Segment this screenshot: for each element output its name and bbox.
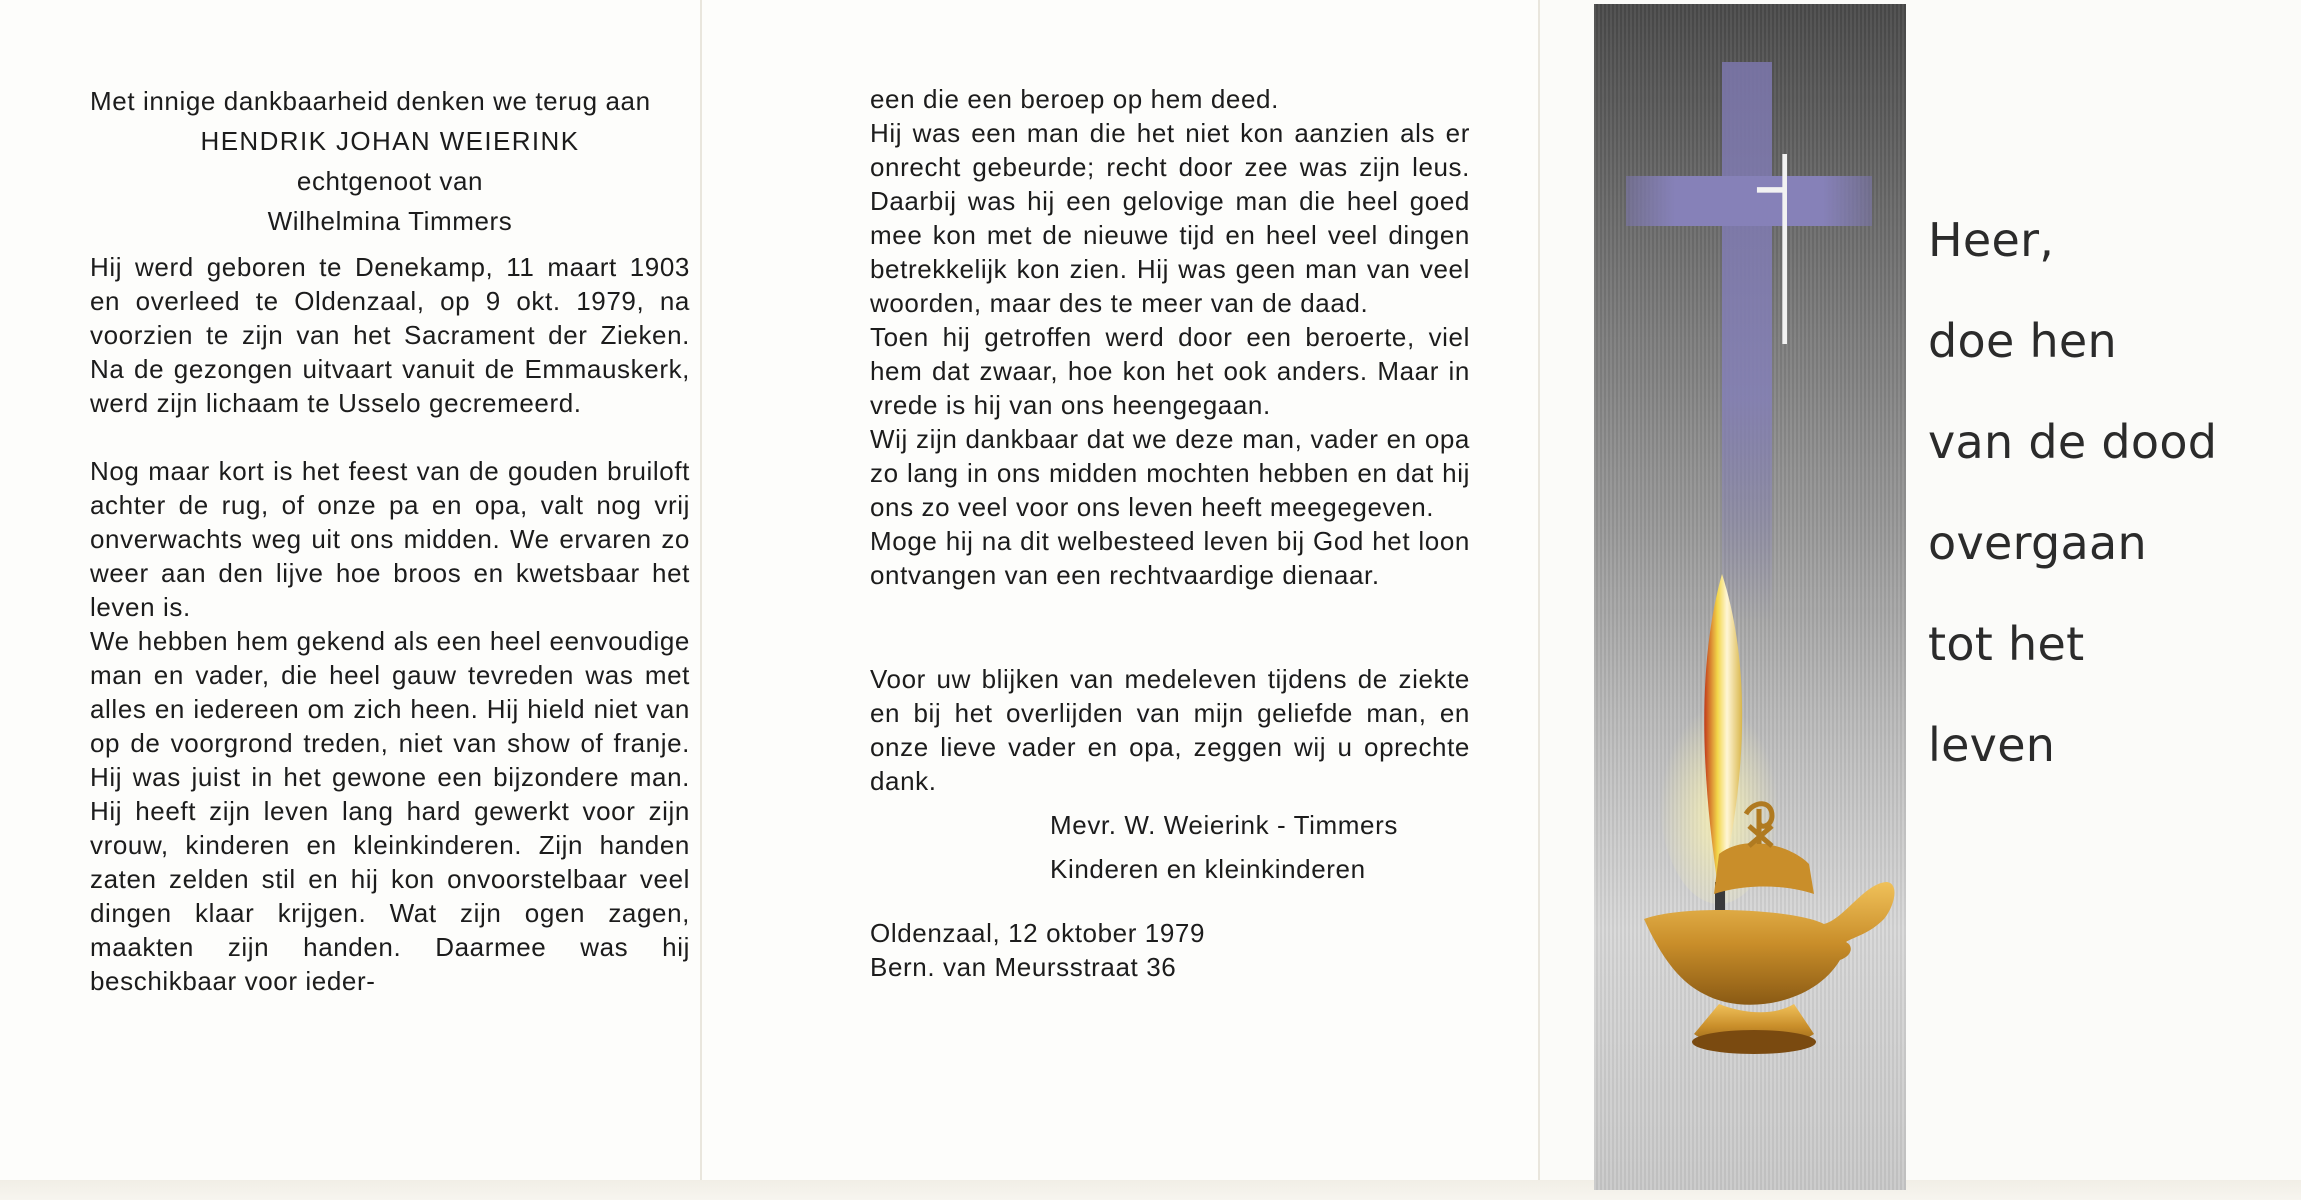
signature-family: Kinderen en kleinkinderen xyxy=(1050,854,1366,884)
memorial-paragraph-3: een die een beroep op hem deed. xyxy=(870,84,1279,114)
place-date: Oldenzaal, 12 oktober 1979 xyxy=(870,918,1206,948)
thanks-paragraph: Voor uw blijken van medeleven tijdens de ziekte en bij het overlijden van mijn geliefde man, en onze lieve vader en opa, zeggen wij u oprechte dank. xyxy=(870,664,1470,796)
statement-line-1: Heer, xyxy=(1928,213,2055,267)
memorial-paragraph-5: Toen hij getroffen werd door een beroerte, viel hem dat zwaar, hoe kon het ook anders. Maar in vrede is hij van ons heengegaan. xyxy=(870,322,1470,420)
memorial-paragraph-2: We hebben hem gekend als een heel eenvoudige man en vader, die heel gauw tevreden was met alles en iedereen om zich heen. Hij hield niet van op de voorgrond treden, niet van show of franje. Hij was juist in het gewone een bijzondere man. Hij heeft zijn leven lang hard gewerkt voor zijn vrouw, kinderen en kleinkinderen. Zijn handen zaten zelden stil en hij kon onvoorstelbaar veel dingen klaar krijgen. Wat zijn ogen zagen, maakten zijn handen. Daarmee was hij beschikbaar voor ieder- xyxy=(90,626,690,996)
statement-line-3: van de dood xyxy=(1928,415,2218,469)
fold-line-left xyxy=(700,0,702,1190)
relation-text: echtgenoot van xyxy=(296,166,484,196)
card-bottom-edge xyxy=(0,1180,2301,1200)
memorial-paragraph-4: Hij was een man die het niet kon aanzien als er onrecht gebeurde; recht door zee was zijn leus. Daarbij was hij een gelovige man die heel goed mee kon met de nieuwe tijd en heel veel dingen betrekkelijk kon zien. Hij was geen man van veel woorden, maar des te meer van de daad. xyxy=(870,118,1470,318)
statement-line-4: overgaan xyxy=(1928,516,2147,570)
crucifix-icon xyxy=(1707,154,1787,344)
fold-line-right xyxy=(1538,0,1540,1190)
scripture-statement xyxy=(1928,190,2288,796)
left-column-text xyxy=(90,84,690,998)
spouse-name: Wilhelmina Timmers xyxy=(267,206,513,236)
memorial-paragraph-7: Moge hij na dit welbesteed leven bij God het loon ontvangen van een rechtvaardige dienaar. xyxy=(870,526,1470,590)
statement-line-2: doe hen xyxy=(1928,314,2117,368)
address: Bern. van Meursstraat 36 xyxy=(870,952,1177,982)
bio-paragraph: Hij werd geboren te Denekamp, 11 maart 1903 en overleed te Oldenzaal, op 9 okt. 1979, na voorzien te zijn van het Sacrament der Zieken. Na de gezongen uitvaart vanuit de Emmauskerk, werd zijn lichaam te Usselo gecremeerd. xyxy=(90,252,690,418)
oil-lamp-icon xyxy=(1594,564,1906,1190)
statement-line-6: leven xyxy=(1928,718,2056,772)
memorial-paragraph-6: Wij zijn dankbaar dat we deze man, vader en opa zo lang in ons midden mochten hebben en dat hij ons zo veel voor ons leven heeft meegegeven. xyxy=(870,424,1470,522)
intro-text: Met innige dankbaarheid denken we terug aan xyxy=(90,86,651,116)
cross-and-oil-lamp-illustration xyxy=(1594,4,1906,1190)
memorial-paragraph-1: Nog maar kort is het feest van de gouden bruiloft achter de rug, of onze pa en opa, valt nog vrij onverwachts weg uit ons midden. We ervaren zo weer aan den lijve hoe broos en kwetsbaar het leven is. xyxy=(90,456,690,622)
deceased-name: HENDRIK JOHAN WEIERINK xyxy=(200,126,580,156)
signature-widow: Mevr. W. Weierink - Timmers xyxy=(1050,810,1398,840)
middle-column-text xyxy=(870,82,1470,984)
statement-line-5: tot het xyxy=(1928,617,2085,671)
